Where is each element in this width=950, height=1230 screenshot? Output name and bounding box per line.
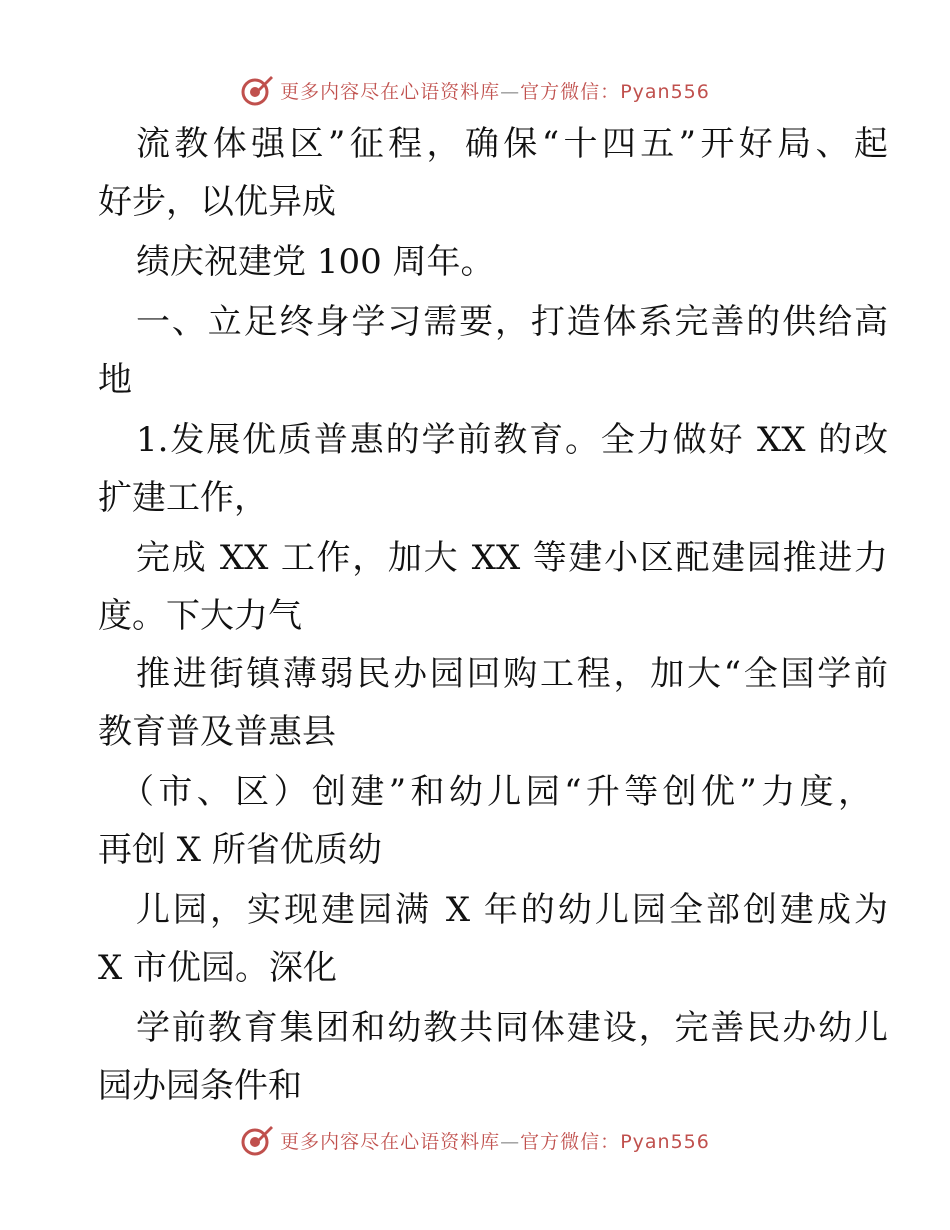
body-line: 流教体强区”征程，确保“十四五”开好局、起 <box>136 124 888 164</box>
body-line: 度。下大力气 <box>98 596 302 636</box>
body-line: X 市优园。深化 <box>98 948 338 988</box>
watermark-separator: — <box>500 1130 521 1153</box>
pen-logo-icon <box>240 73 274 107</box>
watermark-wechat-label: 官方微信： <box>520 1130 621 1153</box>
body-line: 儿园，实现建园满 X 年的幼儿园全部创建成为 <box>136 890 888 930</box>
watermark-wechat-id: Pyan556 <box>620 1130 710 1153</box>
body-line: 推进街镇薄弱民办园回购工程，加大“全国学前 <box>136 654 888 694</box>
body-line: 教育普及普惠县 <box>98 712 336 752</box>
body-line: 完成 XX 工作，加大 XX 等建小区配建园推进力 <box>136 538 888 578</box>
body-line: 绩庆祝建党 100 周年。 <box>136 242 495 282</box>
watermark-site: 更多内容尽在心语资料库 <box>280 80 501 103</box>
watermark-banner-top <box>0 70 950 110</box>
body-line: （市、区）创建”和幼儿园“升等创优”力度， <box>120 772 872 812</box>
body-line: 学前教育集团和幼教共同体建设，完善民办幼儿 <box>136 1008 888 1048</box>
watermark-wechat-label: 官方微信： <box>520 80 621 103</box>
body-line: 扩建工作， <box>98 478 268 518</box>
watermark-banner-bottom <box>0 1120 950 1160</box>
body-line: 地 <box>98 360 132 400</box>
watermark-separator: — <box>500 80 521 103</box>
pen-logo-icon <box>240 1123 274 1157</box>
body-line: 一、立足终身学习需要，打造体系完善的供给高 <box>136 302 888 342</box>
body-line: 再创 X 所省优质幼 <box>98 830 382 870</box>
body-line: 1.发展优质普惠的学前教育。全力做好 XX 的改 <box>136 420 888 460</box>
watermark-text <box>280 1127 710 1154</box>
watermark-wechat-id: Pyan556 <box>620 80 710 103</box>
body-line: 园办园条件和 <box>98 1066 302 1106</box>
watermark-text <box>280 77 710 104</box>
body-line: 好步，以优异成 <box>98 182 336 222</box>
watermark-site: 更多内容尽在心语资料库 <box>280 1130 501 1153</box>
